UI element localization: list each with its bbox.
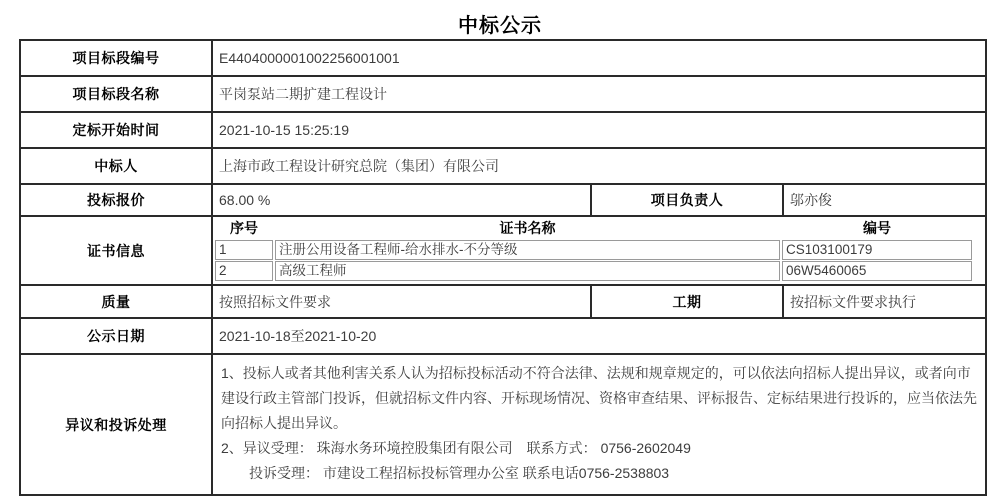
project-manager-label: 项目负责人 (591, 184, 783, 216)
winner-label: 中标人 (20, 148, 212, 184)
row-bid-start-time (20, 112, 986, 148)
complaint-line-2: 2、异议受理： 珠海水务环境控股集团有限公司 联系方式： 0756-2602049 (221, 440, 691, 456)
cert-row-1-name: 注册公用设备工程师-给水排水-不分等级 (275, 240, 780, 260)
cert-row-2-serial: 2 (215, 261, 273, 281)
winner-value: 上海市政工程设计研究总院（集团）有限公司 (212, 148, 986, 184)
row-quality-duration (20, 285, 986, 318)
cert-header-serial: 序号 (230, 220, 258, 236)
cert-header-number: 编号 (863, 220, 892, 236)
complaint-content (212, 354, 986, 495)
publicity-date-label: 公示日期 (20, 318, 212, 354)
bid-start-time-label: 定标开始时间 (20, 112, 212, 148)
row-winner (20, 148, 986, 184)
bid-start-time-value: 2021-10-15 15:25:19 (212, 112, 986, 148)
complaint-line-3: 投诉受理： 市建设工程招标投标管理办公室 联系电话0756-2538803 (221, 465, 670, 481)
cert-row-2-name: 高级工程师 (275, 261, 780, 281)
cert-row-1-serial: 1 (215, 240, 273, 260)
bid-price-value: 68.00 % (212, 184, 591, 216)
publicity-date-value: 2021-10-18至2021-10-20 (212, 318, 986, 354)
complaint-line-1: 1、投标人或者其他利害关系人认为招标投标活动不符合法律、法规和规章规定的，可以依法向招标人提出异议，或者向市建设行政主管部门投诉，但就招标文件内容、开标现场情况、资格审查结果、评标报告、定标结果进行投诉的，应当依法先向招标人提出异议。 (221, 365, 977, 431)
certificates-table (212, 216, 986, 285)
project-name-label: 项目标段名称 (20, 76, 212, 112)
project-code-value: E4404000001002256001001 (212, 40, 986, 76)
cert-row-1-number: CS103100179 (782, 240, 972, 260)
certificates-label: 证书信息 (20, 216, 212, 285)
cert-row-2-number: 06W5460065 (782, 261, 972, 281)
cert-header-name: 证书名称 (499, 220, 556, 236)
quality-value: 按照招标文件要求 (212, 285, 591, 318)
row-certificates (20, 216, 986, 285)
quality-label: 质量 (20, 285, 212, 318)
project-code-label: 项目标段编号 (20, 40, 212, 76)
row-project-code (20, 40, 986, 76)
complaint-label: 异议和投诉处理 (20, 354, 212, 495)
duration-label: 工期 (591, 285, 783, 318)
duration-value: 按招标文件要求执行 (783, 285, 986, 318)
row-bid-price (20, 184, 986, 216)
row-publicity-date (20, 318, 986, 354)
announcement-table (19, 39, 987, 496)
bid-price-label: 投标报价 (20, 184, 212, 216)
project-manager-value: 邬亦俊 (783, 184, 986, 216)
project-name-value: 平岗泵站二期扩建工程设计 (212, 76, 986, 112)
row-complaint (20, 354, 986, 495)
row-project-name (20, 76, 986, 112)
page-title: 中标公示 (458, 15, 542, 37)
